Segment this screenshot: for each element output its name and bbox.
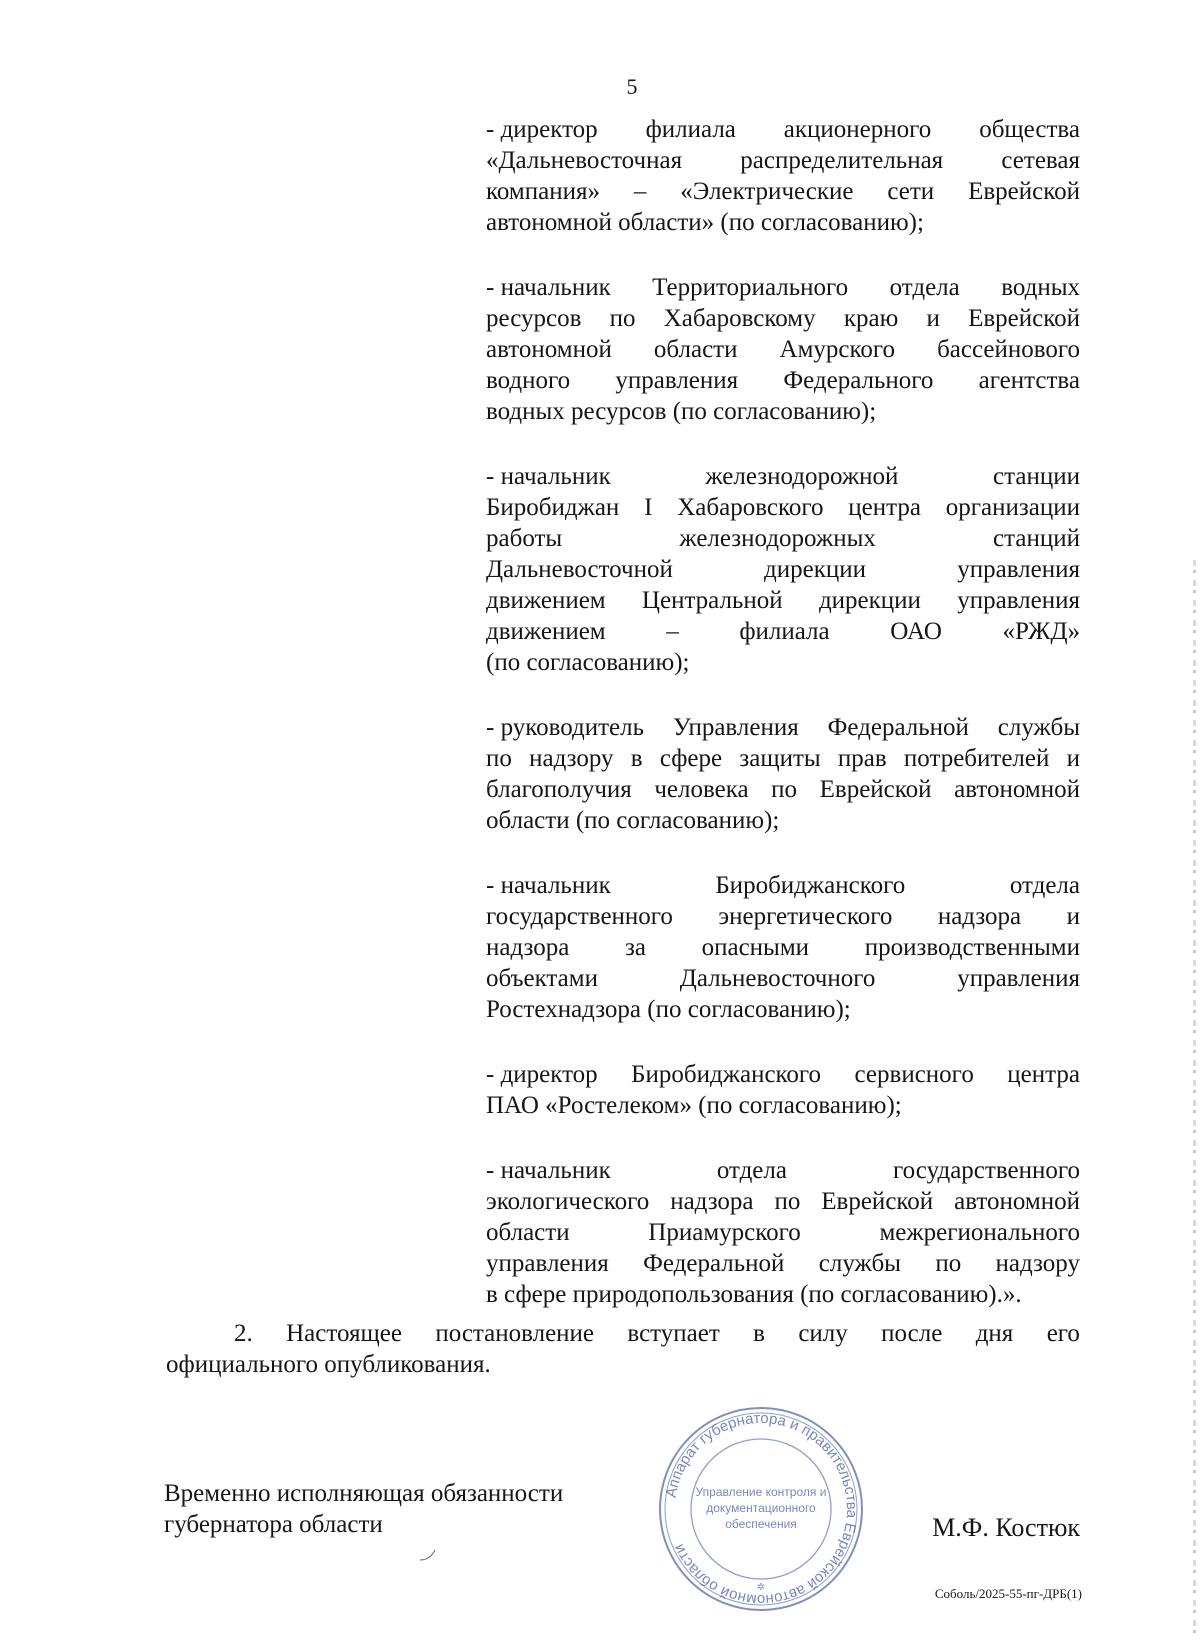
word: производственными [864,934,1080,961]
word: общества [979,116,1080,143]
word: сфере [659,745,723,772]
list-item [486,1059,1080,1121]
scan-edge-artifact [1193,560,1196,1640]
word: - начальник [486,872,611,899]
text-line [486,114,1080,145]
text-line [486,1155,1080,1186]
text-line [486,805,1080,836]
word: 2. [234,1320,253,1347]
signature-position-line-1: Временно исполняющая обязанности [164,1480,564,1507]
word: защиты [739,745,821,772]
word: акционерного [783,116,932,143]
word: надзора [670,1188,754,1215]
word: межрегионального [879,1219,1080,1246]
word: сети [887,178,935,205]
word: Дальневосточной [486,556,673,583]
text-line [166,1349,1080,1380]
word: дня [975,1320,1014,1347]
text-line [486,523,1080,554]
word: Биробиджанского [631,1061,822,1088]
text-line [486,1059,1080,1090]
word: силу [798,1320,848,1347]
word: движением [486,587,606,614]
word: отдела [1009,872,1080,899]
word: ПАО «Ростелеком» (по согласованию); [486,1092,902,1119]
text-line [486,145,1080,176]
word: по [486,745,512,772]
text-line [486,901,1080,932]
word: движением [486,618,606,645]
word: Настоящее [286,1320,402,1347]
seal-inner-line-2: документационного [706,1501,816,1515]
word: опасными [701,934,810,961]
text-line [486,303,1080,334]
text-line [486,963,1080,994]
word: за [624,934,646,961]
text-line [486,712,1080,743]
text-line [166,1318,1080,1349]
word: надзору [995,1250,1080,1277]
word: ресурсов [486,305,582,332]
word: организации [945,494,1080,521]
word: железнодорожной [705,463,899,490]
word: водных [1001,274,1080,301]
word: – [666,618,679,645]
word: Федеральной [827,714,969,741]
word: по [935,1250,962,1277]
word: и [1066,745,1080,772]
word: - начальник [486,1157,611,1184]
signature-position-line-2: губернатора области [164,1511,383,1538]
text-line [486,932,1080,963]
word: Еврейской [968,178,1080,205]
word: официального опубликования. [166,1351,491,1378]
word: станций [993,525,1080,552]
text-line [486,743,1080,774]
word: автономной [954,1188,1080,1215]
text-line [486,1090,1080,1121]
word: автономной области» (по согласованию); [486,209,924,236]
word: экологического [486,1188,650,1215]
text-line [486,994,1080,1025]
word: ОАО [890,618,942,645]
text-line [486,585,1080,616]
official-seal [656,1404,866,1614]
word: энергетического [718,903,893,930]
word: Федерального [783,367,934,394]
word: «РЖД» [1002,618,1080,645]
word: области [653,336,738,363]
word: в [630,745,643,772]
word: области (по согласованию); [486,807,780,834]
word: водного [486,367,571,394]
seal-inner-line-1: Управление контроля и [695,1485,827,1499]
word: компания» [486,178,600,205]
word: станции [993,463,1080,490]
text-line [486,616,1080,647]
list-item [486,712,1080,836]
text-line [486,365,1080,396]
word: в сфере природопользования (по согласованию).». [486,1281,1022,1308]
text-line [486,334,1080,365]
text-line [486,774,1080,805]
word: надзору [529,745,614,772]
word: Биробиджанского [715,872,906,899]
word: области [486,1219,570,1246]
list-item [486,272,1080,427]
word: управления [486,1250,609,1277]
word: железнодорожных [679,525,876,552]
word: Еврейской [819,776,932,803]
word: Еврейской [821,1188,934,1215]
word: (по согласованию); [486,649,690,676]
word: постановление [435,1320,595,1347]
word: по [609,305,636,332]
word: и [926,305,940,332]
text-line [486,272,1080,303]
word: I [644,494,653,521]
seal-inner-line-3: обеспечения [725,1517,797,1531]
word: службы [818,1250,901,1277]
word: объектами [486,965,598,992]
word: сетевая [1001,147,1080,174]
word: прав [837,745,887,772]
word: бассейнового [937,336,1080,363]
signatory-name: М.Ф. Костюк [932,1513,1080,1542]
word: благополучия [486,776,632,803]
seal-star-icon: ✲ [756,1582,766,1593]
list-item [486,1155,1080,1310]
word: Хабаровскому [663,305,816,332]
word: отдела [889,274,960,301]
word: - начальник [486,463,611,490]
text-line [486,1186,1080,1217]
word: Дальневосточного [679,965,876,992]
signature-position [164,1478,563,1540]
word: надзора [486,934,570,961]
word: Управления [672,714,799,741]
word: водных ресурсов (по согласованию); [486,398,877,425]
word: «Дальневосточная [486,147,683,174]
word: филиала [645,116,736,143]
word: сервисного [854,1061,974,1088]
word: «Электрические [680,178,854,205]
document-code: Соболь/2025-55-пг-ДРБ(1) [934,1586,1082,1601]
word: Ростехнадзора (по согласованию); [486,996,851,1023]
list-item [486,870,1080,1025]
word: - руководитель [486,714,645,741]
text-line [486,870,1080,901]
text-line [486,396,1080,427]
word: государственного [486,903,673,930]
text-line [486,554,1080,585]
word: по [771,776,798,803]
word: человека [654,776,749,803]
word: агентства [978,367,1080,394]
page-number: 5 [626,74,638,99]
word: распределительная [740,147,944,174]
word: после [881,1320,943,1347]
effective-date-paragraph [166,1318,1080,1380]
word: автономной [486,336,612,363]
word: управления [957,556,1080,583]
word: его [1046,1320,1080,1347]
word: и [1066,903,1080,930]
seal-outer-text: Аппарат губернатора и правительства Еврейской автономной области [662,1409,861,1609]
word: вступает [627,1320,720,1347]
word: отдела [716,1157,787,1184]
list-item [486,461,1080,678]
word: Территориального [652,274,849,301]
word: по [774,1188,801,1215]
word: управления [615,367,739,394]
word: Федеральной [643,1250,785,1277]
word: в [753,1320,765,1347]
word: - начальник [486,274,611,301]
word: Хабаровского [677,494,824,521]
word: краю [843,305,899,332]
text-line [486,647,1080,678]
word: работы [486,525,563,552]
word: Амурского [779,336,896,363]
word: государственного [893,1157,1080,1184]
word: автономной [954,776,1080,803]
word: центра [848,494,921,521]
word: службы [997,714,1080,741]
text-line [486,176,1080,207]
word: управления [957,965,1080,992]
word: Приамурского [648,1219,801,1246]
word: Еврейской [968,305,1080,332]
pen-mark [418,1548,438,1562]
word: управления [957,587,1080,614]
word: дирекции [764,556,867,583]
word: - директор [486,1061,598,1088]
word: Биробиджан [486,494,620,521]
word: надзора [937,903,1022,930]
appointee-list [486,114,1080,1344]
word: Центральной [641,587,783,614]
word: дирекции [818,587,921,614]
text-line [486,207,1080,238]
word: филиала [739,618,830,645]
text-line [486,492,1080,523]
word: потребителей [903,745,1050,772]
text-line [486,1279,1080,1310]
text-line [486,1217,1080,1248]
word: – [633,178,647,205]
text-line [486,1248,1080,1279]
text-line [486,461,1080,492]
list-item [486,114,1080,238]
word: - директор [486,116,598,143]
word: центра [1007,1061,1080,1088]
